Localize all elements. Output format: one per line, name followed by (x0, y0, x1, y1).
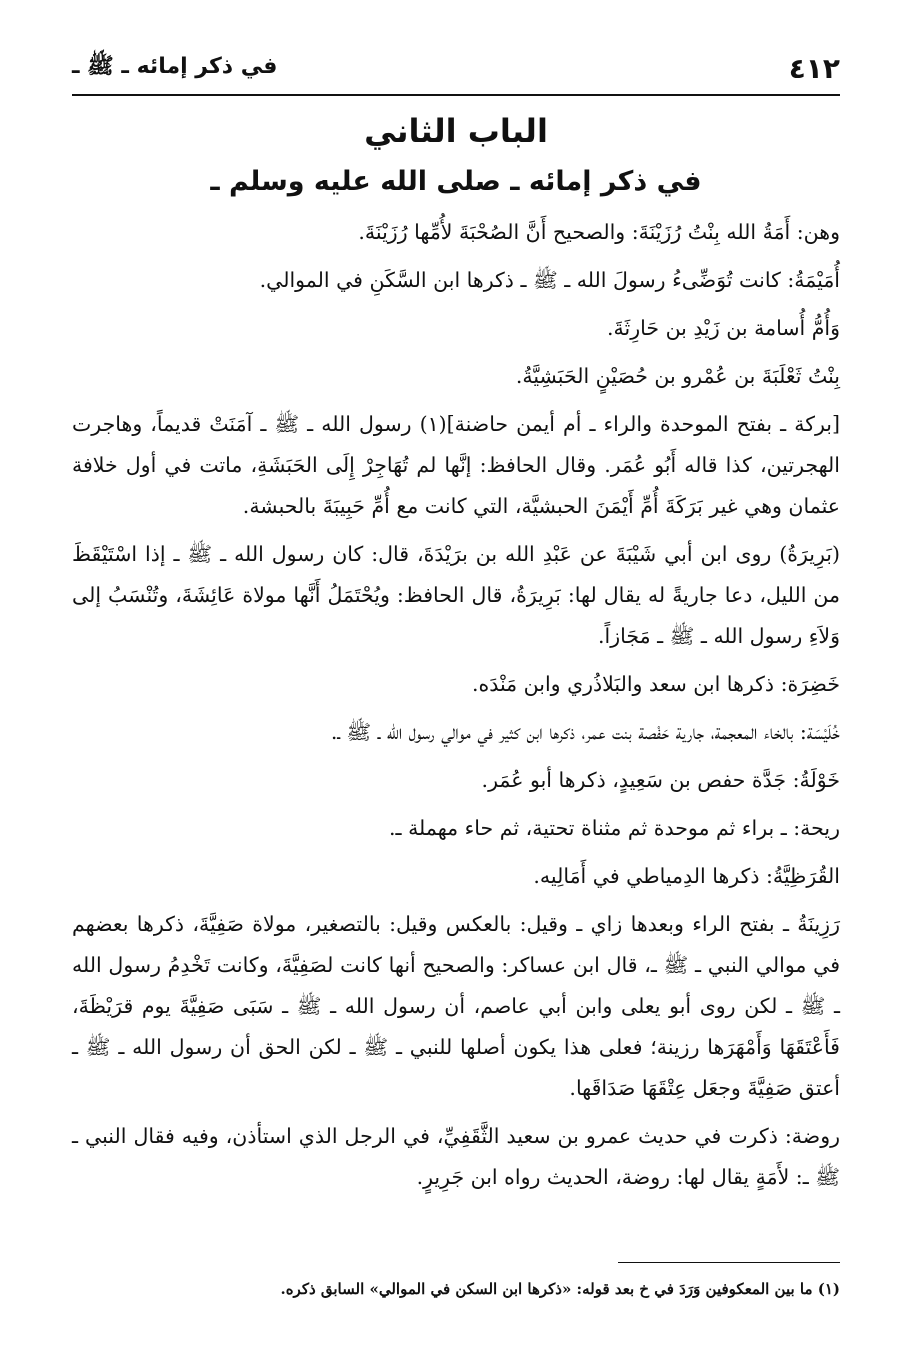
footnote-rule (618, 1262, 840, 1263)
paragraph-khawla: خَوْلَةُ: جَدَّة حفص بن سَعِيدٍ، ذكرها أبو عُمَر. (481, 768, 840, 792)
main-text (72, 212, 840, 1205)
chapter-subtitle: في ذكر إمائه ـ صلى الله عليه وسلم ـ (210, 166, 702, 197)
chapter-title: الباب الثاني (364, 112, 548, 150)
paragraph-khulaysa: خُلَيْسَة: بالخاء المعجمة، جارية حَفْصة بنت عمر، ذكرها ابن كثير في موالي رسول الله ـ ﷺ ـ. (330, 720, 840, 744)
paragraph-baraka: [بركة ـ بفتح الموحدة والراء ـ أم أيمن حاضنة](١) رسول الله ـ ﷺ ـ آمَنَتْ قديماً، وهاجرت الهجرتين، كذا قاله أَبُو عُمَر. وقال الحافظ: إنَّها لم تُهَاجِرْ إِلَى الحَبَشَةِ، ماتت في أول خلافة عثمان وهي غير بَرَكَةَ أُمِّ أَيْمَنَ الحبشيَّة، التي كانت مع أُمِّ حَبِيبَةَ بالحبشة. (72, 412, 840, 518)
paragraph-umaymah: أُمَيْمَةُ: كانت تُوَضِّىءُ رسولَ الله ـ ﷺ ـ ذكرها ابن السَّكَنِ في الموالي. (259, 268, 840, 292)
paragraph-rawda: روضة: ذكرت في حديث عمرو بن سعيد الثَّقَفِيِّ، في الرجل الذي استأذن، وفيه فقال النبي ـ ﷺ ـ: لأَمَةٍ يقال لها: روضة، الحديث رواه ابن جَرِيرٍ. (72, 1124, 840, 1189)
paragraph-bint-thalaba: بِنْتُ ثَعْلَبَةَ بن عُمْرو بن حُصَيْنٍ الحَبَشِيَّةُ. (515, 364, 840, 388)
paragraph-razina: رَزِينَةُ ـ بفتح الراء وبعدها زاي ـ وقيل: بالعكس وقيل: بالتصغير، مولاة صَفِيَّةَ، ذكرها بعضهم في موالي النبي ـ ﷺ ـ، قال ابن عساكر: والصحيح أنها كانت لصَفِيَّةَ، وكانت تَخْدِمُ رسول الله ـ ﷺ ـ لكن روى أبو يعلى وابن أبي عاصم، أن رسول الله ـ ﷺ ـ سَبَى صَفِيَّةَ يوم قرَيْظَةَ، فَأَعْتَقَهَا وَأَمْهَرَها رزينة؛ فعلى هذا يكون أصلها للنبي ـ ﷺ ـ لكن الحق أن رسول الله ـ ﷺ ـ أعتق صَفِيَّةَ وجعَل عِتْقَهَا صَدَاقَها. (72, 912, 840, 1100)
running-title: في ذكر إمائه ـ ﷺ ـ (72, 54, 278, 79)
header-rule (72, 94, 840, 96)
paragraph-intro: وهن: أَمَةُ الله بِنْتُ رُزَيْنَةَ: والصحيح أَنَّ الصُحْبَةَ لأُمِّها رُزَيْنَةَ. (358, 220, 840, 244)
footnote: (١) ما بين المعكوفين وَرَدَ في خ بعد قوله: «ذكرها ابن السكن في الموالي» السابق ذكره. (280, 1280, 840, 1298)
paragraph-qurazia: القُرَظِيَّةُ: ذكرها الدِمياطي في أَمَالِيه. (533, 864, 840, 888)
page-header (72, 44, 840, 92)
paragraph-barira: (بَرِيرَةُ) روى ابن أبي شَيْبَةَ عن عَبْدِ الله بن برَيْدَةَ، قال: كان رسول الله ـ ﷺ ـ إذا اسْتَيْقَظَ من الليل، دعا جاريةً له يقال لها: بَرِيرَةُ، قال الحافظ: ويُحْتَمَلُ أَنَّها مولاة عَائِشَةَ، وتُنْسَبُ إلى وَلاَءِ رسول الله ـ ﷺ ـ مَجَازاً. (72, 542, 840, 648)
page-number: ٤١٢ (788, 51, 840, 85)
paragraph-rayha: ريحة: ـ براء ثم موحدة ثم مثناة تحتية، ثم حاء مهملة ـ. (389, 816, 840, 840)
paragraph-khadira: خَضِرَة: ذكرها ابن سعد والبَلاذُري وابن مَنْدَه. (471, 672, 840, 696)
paragraph-umm-usama: وَأُمُّ أُسامة بن زَيْدِ بن حَارِثَةَ. (607, 316, 840, 340)
